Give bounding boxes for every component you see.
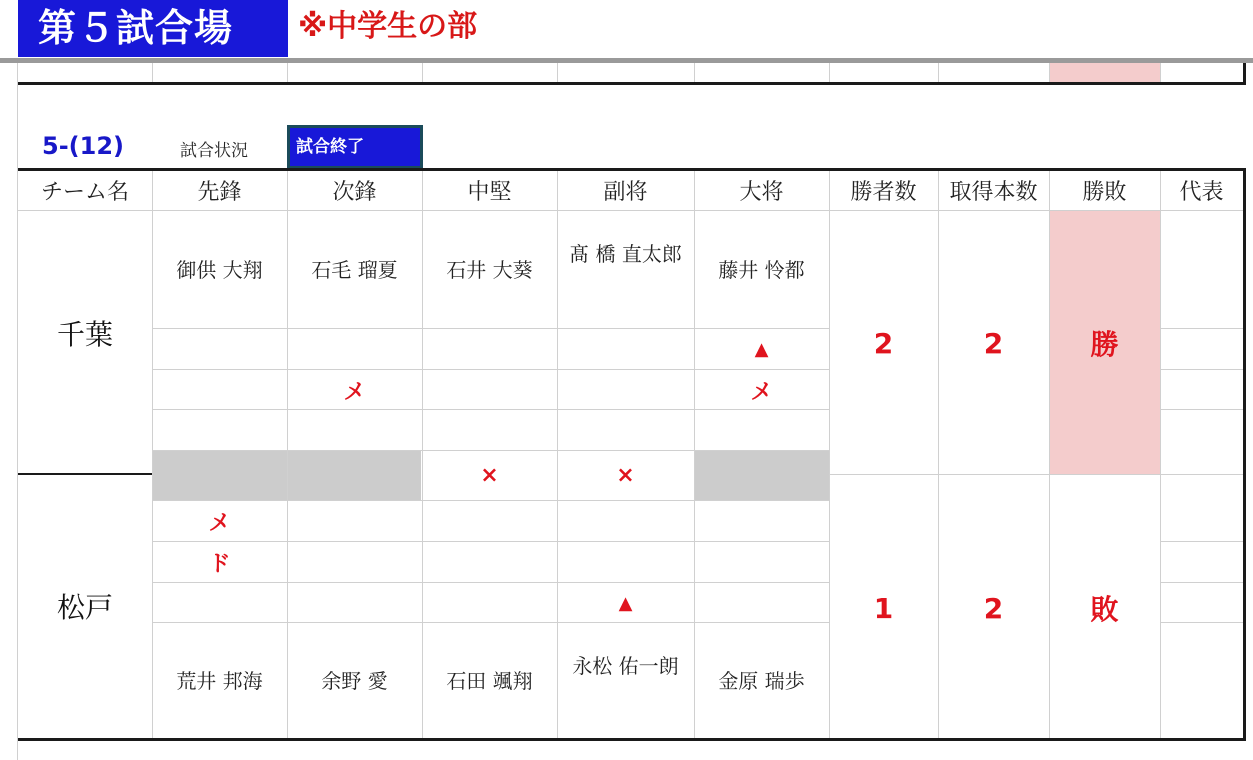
player-name: 余野 愛 — [321, 668, 388, 693]
points-count: 2 — [983, 591, 1004, 625]
col-header-chuken: 中堅 — [467, 180, 512, 205]
player-name: 石田 颯翔 — [446, 668, 533, 693]
team-name: 松戸 — [56, 591, 113, 624]
player-name: 荒井 邦海 — [176, 668, 263, 693]
col-header-result: 勝敗 — [1082, 180, 1127, 205]
player-name: 石毛 瑠夏 — [311, 257, 398, 282]
division-subtitle: ※中学生の部 — [298, 9, 478, 44]
col-header-fukusho: 副将 — [603, 180, 648, 205]
men-mark: メ — [750, 379, 773, 405]
col-header-representative: 代表 — [1179, 180, 1224, 205]
previous-match-remnant — [18, 63, 1246, 85]
triangle-icon: ▲ — [754, 338, 769, 360]
team-separator — [18, 473, 152, 475]
player-name: 永松 佑一朗 — [572, 654, 679, 678]
draw-mark: × — [480, 463, 499, 488]
do-mark: ド — [208, 551, 231, 577]
points-count: 2 — [983, 326, 1004, 360]
court-title: 第５試合場 — [18, 0, 288, 57]
col-header-taisho: 大将 — [739, 180, 784, 205]
player-name: 金原 瑞歩 — [718, 668, 805, 693]
match-id: 5-(12) — [42, 132, 124, 160]
player-name: 御供 大翔 — [176, 257, 263, 282]
row-header-strip — [0, 58, 18, 760]
team-name: 千葉 — [56, 318, 113, 351]
col-header-senpo: 先鋒 — [197, 180, 242, 205]
winner-count: 2 — [873, 326, 894, 360]
player-name: 藤井 怜都 — [718, 257, 805, 282]
player-name: 石井 大葵 — [446, 257, 533, 282]
col-header-points: 取得本数 — [949, 180, 1038, 205]
match-result: 敗 — [1090, 593, 1119, 626]
col-header-team: チーム名 — [40, 180, 129, 205]
triangle-icon: ▲ — [618, 592, 633, 614]
winner-count: 1 — [873, 591, 894, 625]
col-header-winners: 勝者数 — [850, 180, 917, 205]
player-name: 髙 橋 直太郎 — [569, 242, 682, 266]
match-result: 勝 — [1090, 328, 1119, 361]
status-label: 試合状況 — [180, 141, 248, 161]
col-header-jiho: 次鋒 — [332, 180, 377, 205]
match-table — [18, 168, 1246, 741]
gray-cell-taisho — [694, 450, 829, 500]
draw-mark: × — [616, 463, 635, 488]
remnant-win-cell — [1049, 63, 1160, 83]
men-mark: メ — [343, 379, 366, 405]
status-value-cell[interactable]: 試合終了 — [287, 125, 423, 169]
men-mark: メ — [208, 510, 231, 536]
